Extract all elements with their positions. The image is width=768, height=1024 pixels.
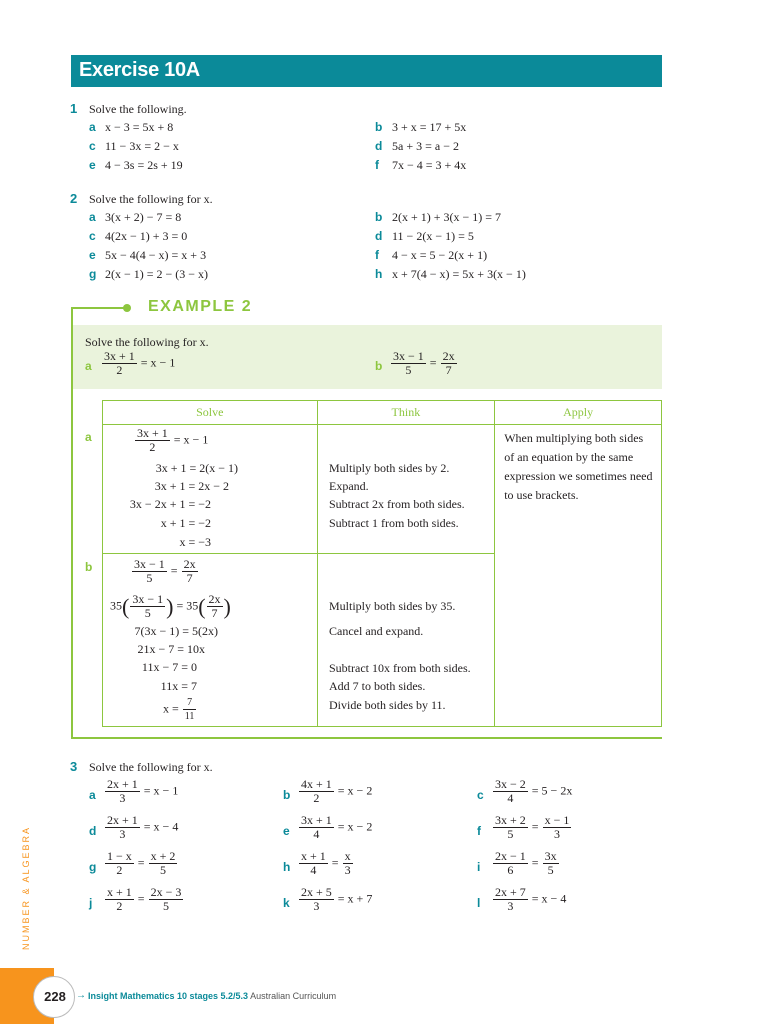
fraction: $\frac{3x}{5}$ (544, 849, 557, 877)
fraction: $\frac{2x - 1}{6}$ (495, 849, 526, 877)
fraction: $\frac{4x + 1}{2}$ (301, 777, 332, 805)
question-number: 1 (70, 101, 78, 116)
think-b-step: Cancel and expand. (329, 624, 424, 638)
part-equation: $\frac{2x + 1}{3}$ = x − 1 (107, 777, 179, 805)
solution-a-line: 3x − 2x + 1 = −2 (129, 497, 211, 511)
think-a-step: Expand. (329, 479, 369, 493)
page-number-badge (33, 976, 75, 1018)
fraction: $\frac{2x + 7}{3}$ (495, 885, 526, 913)
exercise-title: Exercise 10A (79, 59, 200, 81)
part-label: a (89, 120, 96, 134)
footer-dotted-line (0, 997, 33, 998)
part-equation: $\frac{2x + 7}{3}$ = x − 4 (495, 885, 567, 913)
think-a-step: Subtract 2x from both sides. (329, 497, 465, 511)
fraction: $\frac{x + 2}{5}$ (150, 849, 176, 877)
think-b-step: Multiply both sides by 35. (329, 599, 456, 613)
solution-label-b: b (85, 560, 93, 574)
part-label: h (283, 860, 291, 874)
part-equation: 4(2x − 1) + 3 = 0 (105, 229, 188, 243)
part-equation: $\frac{4x + 1}{2}$ = x − 2 (301, 777, 373, 805)
example-equation-a: $\frac{3x + 1}{2}$ = x − 1 (104, 349, 176, 377)
part-label: b (375, 210, 383, 224)
example-label-a: a (85, 359, 92, 373)
fraction: $\frac{2x}{7}$ (183, 557, 196, 585)
fraction: $\frac{x + 1}{4}$ (301, 849, 326, 877)
example-bullet-dot (123, 304, 131, 312)
part-equation: $\frac{3x + 1}{4}$ = x − 2 (301, 813, 373, 841)
question-text: Solve the following for x. (89, 760, 213, 774)
solution-label-a: a (85, 430, 92, 444)
part-label: d (375, 139, 383, 153)
think-b-step: Subtract 10x from both sides. (329, 661, 471, 675)
example-equation-b: $\frac{3x - 1}{5}$ = $\frac{2x}{7}$ (393, 349, 455, 377)
part-label: f (375, 158, 379, 172)
part-label: e (283, 824, 290, 838)
fraction: $\frac{x}{3}$ (344, 849, 351, 877)
part-equation: 3(x + 2) − 7 = 8 (105, 210, 182, 224)
part-equation: 2(x − 1) = 2 − (3 − x) (105, 267, 209, 281)
fraction: $\frac{2x + 1}{3}$ (107, 777, 138, 805)
fraction: $\frac{2x - 3}{5}$ (150, 885, 182, 913)
part-label: e (89, 158, 96, 172)
part-equation: 2(x + 1) + 3(x − 1) = 7 (392, 210, 502, 224)
fraction: $\frac{2x}{7}$ (208, 592, 221, 620)
part-equation: 7x − 4 = 3 + 4x (392, 158, 467, 172)
part-label: j (89, 896, 93, 910)
part-equation: 4 − x = 5 − 2(x + 1) (392, 248, 488, 262)
apply-cell (495, 425, 662, 727)
question-text: Solve the following. (89, 102, 187, 116)
solution-b-line: 21x − 7 = 10x (137, 642, 205, 656)
solution-b-line: 11x − 7 = 0 (141, 660, 197, 674)
solution-a-line: 3x + 1 = 2x − 2 (154, 479, 229, 493)
fraction: $\frac{3x + 1}{2}$ (137, 426, 168, 454)
fraction: $\frac{1 - x}{2}$ (107, 849, 132, 877)
fraction: $\frac{2x + 5}{3}$ (301, 885, 332, 913)
part-label: f (477, 824, 481, 838)
header-think: Think (317, 401, 495, 425)
book-title: Insight Mathematics 10 stages 5.2/5.3 (88, 991, 249, 1001)
part-equation: 5x − 4(4 − x) = x + 3 (105, 248, 207, 262)
think-b-step: Add 7 to both sides. (329, 679, 426, 693)
fraction: $\frac{3x - 1}{5}$ (132, 592, 164, 620)
part-label: l (477, 896, 481, 910)
part-label: c (89, 139, 96, 153)
part-equation: 5a + 3 = a − 2 (392, 139, 459, 153)
solution-a-line: x + 1 = −2 (160, 516, 211, 530)
part-equation: x − 3 = 5x + 8 (105, 120, 174, 134)
footer-arrow-icon: → (76, 990, 86, 1001)
part-equation: 11 − 3x = 2 − x (105, 139, 179, 153)
part-label: k (283, 896, 290, 910)
part-equation: $\frac{2x - 1}{6}$ = $\frac{3x}{5}$ (495, 849, 557, 877)
fraction: $\frac{2x + 1}{3}$ (107, 813, 138, 841)
exercise-title-bar (71, 55, 662, 87)
solution-a-line: 3x + 1 = 2(x − 1) (155, 461, 238, 475)
solution-a-line: $\frac{3x + 1}{2}$ = x − 1 (137, 426, 209, 454)
solution-b-line: x = $\frac{7}{11}$ (163, 697, 195, 722)
part-equation: $\frac{3x - 2}{4}$ = 5 − 2x (495, 777, 573, 805)
question-number: 3 (70, 759, 78, 774)
part-equation: $\frac{x + 1}{4}$ = $\frac{x}{3}$ (301, 849, 351, 877)
fraction: $\frac{3x + 1}{4}$ (301, 813, 332, 841)
fraction: $\frac{3x - 1}{5}$ (134, 557, 165, 585)
part-label: d (375, 229, 383, 243)
fraction: $\frac{x - 1}{3}$ (544, 813, 570, 841)
part-label: c (89, 229, 96, 243)
part-equation: $\frac{2x + 5}{3}$ = x + 7 (301, 885, 373, 913)
part-equation: $\frac{2x + 1}{3}$ = x − 4 (107, 813, 179, 841)
footer-text (88, 991, 336, 1001)
part-equation: x + 7(4 − x) = 5x + 3(x − 1) (392, 267, 526, 281)
solution-b-line: 7(3x − 1) = 5(2x) (134, 624, 218, 638)
part-equation: $\frac{3x + 2}{5}$ = $\frac{x - 1}{3}$ (495, 813, 570, 841)
part-equation: 4 − 3s = 2s + 19 (105, 158, 183, 172)
part-equation: 3 + x = 17 + 5x (392, 120, 467, 134)
think-b-step: Divide both sides by 11. (329, 698, 446, 712)
example-label-b: b (375, 359, 383, 373)
question-text: Solve the following for x. (89, 192, 213, 206)
example-prompt: Solve the following for x. (85, 335, 209, 349)
example-rule-bottom (71, 737, 662, 739)
fraction: $\frac{3x - 2}{4}$ (495, 777, 526, 805)
part-label: d (89, 824, 97, 838)
think-a-step: Multiply both sides by 2. (329, 461, 450, 475)
solution-b-line: 11x = 7 (160, 679, 197, 693)
part-label: h (375, 267, 383, 281)
part-label: g (89, 860, 97, 874)
part-label: a (89, 210, 96, 224)
curriculum-label: Australian Curriculum (250, 991, 337, 1001)
fraction: $\frac{3x + 2}{5}$ (495, 813, 526, 841)
part-equation: 11 − 2(x − 1) = 5 (392, 229, 474, 243)
part-equation: $\frac{1 - x}{2}$ = $\frac{x + 2}{5}$ (107, 849, 176, 877)
part-label: a (89, 788, 96, 802)
solution-b-line: $\frac{3x - 1}{5}$ = $\frac{2x}{7}$ (134, 557, 196, 585)
part-label: e (89, 248, 96, 262)
example-title: EXAMPLE 2 (148, 298, 253, 315)
header-solve: Solve (103, 401, 318, 425)
part-label: f (375, 248, 379, 262)
part-label: i (477, 860, 481, 874)
part-label: b (283, 788, 291, 802)
think-a-step: Subtract 1 from both sides. (329, 516, 459, 530)
page-number: 228 (44, 989, 66, 1004)
question-number: 2 (70, 191, 78, 206)
strand-label: NUMBER & ALGEBRA (21, 825, 31, 950)
solution-b-line: 35( $\frac{3x - 1}{5}$ ) = 35( $\frac{2x}{7}$ ) (110, 592, 231, 620)
part-label: c (477, 788, 484, 802)
fraction: $\frac{x + 1}{2}$ (107, 885, 132, 913)
part-equation: $\frac{x + 1}{2}$ = $\frac{2x - 3}{5}$ (107, 885, 182, 913)
fraction: $\frac{3x - 1}{5}$ (393, 349, 424, 377)
fraction: $\frac{2x}{7}$ (442, 349, 455, 377)
part-label: g (89, 267, 97, 281)
example-rule-top (71, 307, 127, 309)
solution-a-line: x = −3 (179, 535, 211, 549)
fraction: $\frac{7}{11}$ (184, 697, 195, 722)
part-label: b (375, 120, 383, 134)
fraction: $\frac{3x + 1}{2}$ (104, 349, 135, 377)
apply-text: When multiplying both sides of an equation by the same expression we sometimes need to use brackets. (504, 431, 653, 502)
header-apply: Apply (495, 401, 662, 425)
